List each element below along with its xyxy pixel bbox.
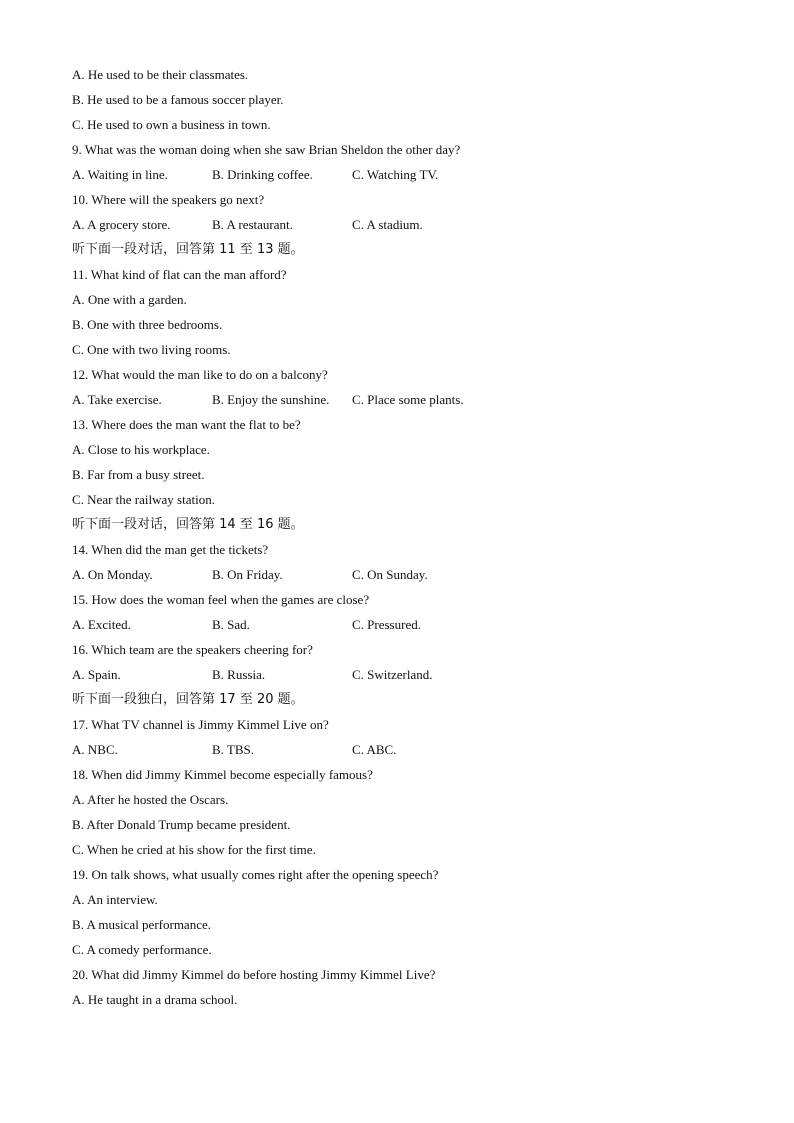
text-line: A. One with a garden. [72,292,187,307]
text-line: 12. What would the man like to do on a balcony? [72,367,328,382]
answer-option-a: A. Spain. [72,667,121,682]
answer-option-c: C. Place some plants. [352,392,464,407]
text-line: 17. What TV channel is Jimmy Kimmel Live on? [72,717,329,732]
text-line: 9. What was the woman doing when she saw Brian Sheldon the other day? [72,142,461,157]
answer-option-b: B. TBS. [212,742,255,757]
answer-option-b: B. Sad. [212,617,250,632]
answer-option-a: A. Take exercise. [72,392,162,407]
answer-options-row [72,562,722,587]
answer-option-b: B. Drinking coffee. [212,167,313,182]
answer-options-row [72,612,722,637]
text-line: C. He used to own a business in town. [72,117,271,132]
answer-options-row [72,662,722,687]
answer-option-c: C. A stadium. [352,217,423,232]
text-line: 18. When did Jimmy Kimmel become especially famous? [72,767,373,782]
text-line: A. Close to his workplace. [72,442,210,457]
question-list [72,62,722,1012]
answer-option-b: B. A restaurant. [212,217,293,232]
text-line: C. A comedy performance. [72,942,212,957]
answer-option-b: B. Russia. [212,667,266,682]
text-line: B. A musical performance. [72,917,211,932]
answer-options-row [72,387,722,412]
text-line: B. Far from a busy street. [72,467,205,482]
text-line: A. An interview. [72,892,158,907]
answer-option-a: A. On Monday. [72,567,153,582]
text-line: C. Near the railway station. [72,492,215,507]
answer-option-b: B. On Friday. [212,567,283,582]
text-line: B. He used to be a famous soccer player. [72,92,284,107]
text-line: 13. Where does the man want the flat to be? [72,417,301,432]
text-line: 16. Which team are the speakers cheering for? [72,642,313,657]
text-line: 14. When did the man get the tickets? [72,542,269,557]
answer-option-c: C. Switzerland. [352,667,433,682]
section-instruction: 听下面一段独白，回答第 17 至 20 题。 [72,692,304,707]
answer-options-row [72,162,722,187]
answer-option-a: A. Waiting in line. [72,167,168,182]
text-line: B. After Donald Trump became president. [72,817,291,832]
answer-option-b: B. Enjoy the sunshine. [212,392,330,407]
text-line: A. He used to be their classmates. [72,67,249,82]
answer-option-c: C. ABC. [352,742,397,757]
text-line: C. When he cried at his show for the first time. [72,842,316,857]
answer-options-row [72,212,722,237]
text-line: 10. Where will the speakers go next? [72,192,265,207]
text-line: 19. On talk shows, what usually comes right after the opening speech? [72,867,439,882]
text-line: 20. What did Jimmy Kimmel do before hosting Jimmy Kimmel Live? [72,967,436,982]
text-line: A. After he hosted the Oscars. [72,792,229,807]
answer-option-c: C. On Sunday. [352,567,428,582]
text-line: B. One with three bedrooms. [72,317,223,332]
answer-option-c: C. Pressured. [352,617,421,632]
answer-option-a: A. NBC. [72,742,118,757]
text-line: A. He taught in a drama school. [72,992,238,1007]
text-line: 15. How does the woman feel when the games are close? [72,592,370,607]
answer-option-a: A. Excited. [72,617,131,632]
answer-option-a: A. A grocery store. [72,217,171,232]
answer-options-row [72,737,722,762]
text-line: C. One with two living rooms. [72,342,231,357]
answer-option-c: C. Watching TV. [352,167,439,182]
section-instruction: 听下面一段对话，回答第 11 至 13 题。 [72,242,304,257]
section-instruction: 听下面一段对话，回答第 14 至 16 题。 [72,517,304,532]
text-line: 11. What kind of flat can the man afford? [72,267,287,282]
